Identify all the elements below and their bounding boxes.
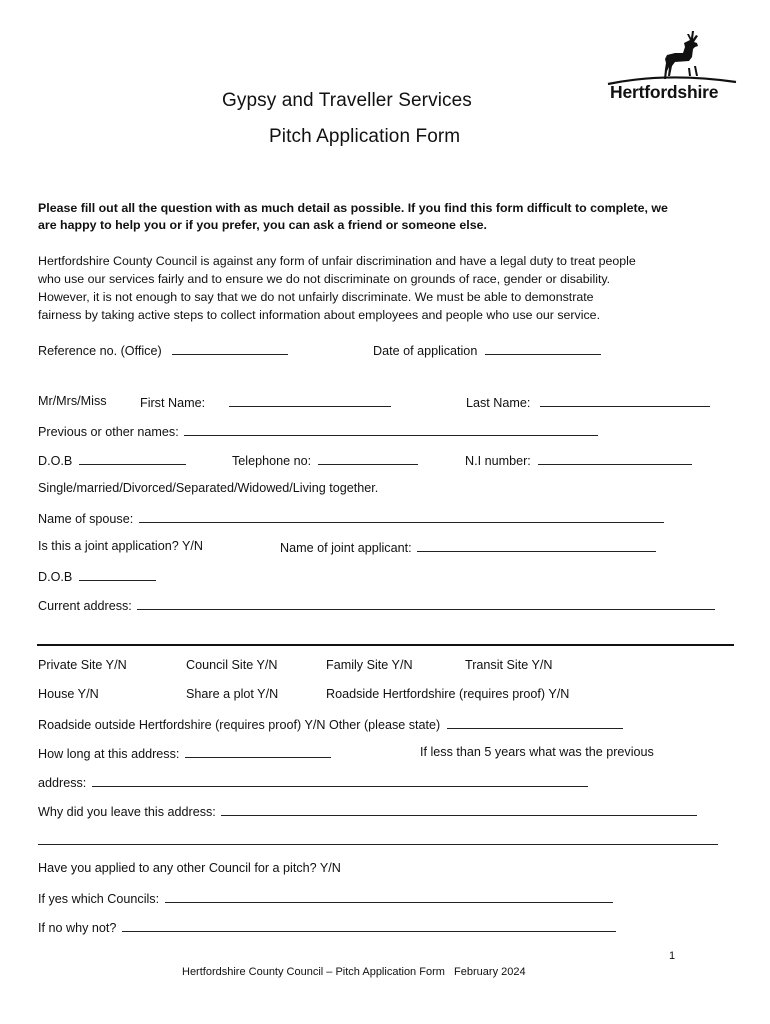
why-not-label: If no why not? [38,921,117,935]
joint-applicant-label: Name of joint applicant: [280,541,412,555]
previous-names-field [38,423,598,439]
dob2-field [38,568,156,584]
why-leave-continuation [38,832,718,848]
reference-label: Reference no. (Office) [38,344,162,358]
hertfordshire-logo [606,28,738,108]
logo-text: Hertfordshire [610,82,719,102]
previous-address-label: address: [38,776,87,790]
date-of-application-label: Date of application [373,344,478,358]
dob-input[interactable] [79,452,186,465]
dob-field [38,452,186,468]
roadside-outside-field [38,716,623,732]
joint-applicant-field [280,539,656,555]
intro-policy [38,252,738,324]
ni-number-field [465,452,692,468]
intro-instructions [38,200,738,234]
stag-icon [606,28,738,88]
dob2-input[interactable] [79,568,156,581]
previous-names-label: Previous or other names: [38,425,179,439]
private-site-option[interactable]: Private Site Y/N [38,658,127,672]
council-site-option[interactable]: Council Site Y/N [186,658,278,672]
previous-address-field [38,774,588,790]
why-leave-field [38,803,697,819]
intro-bold-line: Please fill out all the question with as much detail as possible. If you find this form difficult to complete, we [38,201,668,215]
section-divider [37,644,734,646]
transit-site-option[interactable]: Transit Site Y/N [465,658,553,672]
how-long-input[interactable] [185,745,331,758]
reference-field [38,342,288,358]
first-name-label: First Name: [140,396,206,410]
why-not-field [38,919,616,935]
intro-line: who use our services fairly and to ensure we do not discriminate on grounds of race, gender or disability. [38,272,611,286]
less-than-5-label: If less than 5 years what was the previous [420,745,654,759]
date-of-application-input[interactable] [485,342,601,355]
current-address-field [38,597,715,613]
first-name-input[interactable] [229,394,391,407]
page-subtitle: Pitch Application Form [269,126,461,147]
spouse-name-label: Name of spouse: [38,512,134,526]
joint-applicant-input[interactable] [417,539,656,552]
applied-other-question[interactable]: Have you applied to any other Council for a pitch? Y/N [38,861,341,875]
how-long-field [38,745,331,761]
dob-label: D.O.B [38,454,73,468]
share-plot-option[interactable]: Share a plot Y/N [186,687,279,701]
page-number: 1 [669,950,676,962]
why-leave-label: Why did you leave this address: [38,805,216,819]
intro-line: Hertfordshire County Council is against any form of unfair discrimination and have a legal duty to treat people [38,254,636,268]
marital-status-options[interactable]: Single/married/Divorced/Separated/Widowed/Living together. [38,481,379,495]
current-address-input[interactable] [137,597,715,610]
reference-input[interactable] [172,342,288,355]
title-options[interactable]: Mr/Mrs/Miss [38,394,107,408]
why-leave-input[interactable] [221,803,697,816]
page-title: Gypsy and Traveller Services [222,90,472,111]
why-not-input[interactable] [122,919,616,932]
which-councils-label: If yes which Councils: [38,892,160,906]
previous-names-input[interactable] [184,423,598,436]
last-name-input[interactable] [540,394,710,407]
intro-line: However, it is not enough to say that we do not unfairly discriminate. We must be able to demonstrate [38,290,594,304]
telephone-input[interactable] [318,452,418,465]
which-councils-field [38,890,613,906]
current-address-label: Current address: [38,599,132,613]
ni-number-input[interactable] [538,452,692,465]
telephone-label: Telephone no: [232,454,312,468]
ni-number-label: N.I number: [465,454,531,468]
intro-bold-line: are happy to help you or if you prefer, you can ask a friend or someone else. [38,218,487,232]
spouse-name-field [38,510,664,526]
family-site-option[interactable]: Family Site Y/N [326,658,413,672]
joint-application-question[interactable]: Is this a joint application? Y/N [38,539,203,553]
last-name-field [466,394,710,410]
dob2-label: D.O.B [38,570,73,584]
last-name-label: Last Name: [466,396,531,410]
spouse-name-input[interactable] [139,510,664,523]
house-option[interactable]: House Y/N [38,687,99,701]
previous-address-input[interactable] [92,774,588,787]
how-long-label: How long at this address: [38,747,180,761]
intro-line: fairness by taking active steps to collect information about employees and people who use our service. [38,308,601,322]
footer-text: Hertfordshire County Council – Pitch Application Form February 2024 [182,966,526,978]
roadside-outside-label[interactable]: Roadside outside Hertfordshire (requires proof) Y/N Other (please state) [38,718,441,732]
roadside-herts-option[interactable]: Roadside Hertfordshire (requires proof) Y/N [326,687,570,701]
why-leave-input-line2[interactable] [38,832,718,845]
telephone-field [232,452,418,468]
which-councils-input[interactable] [165,890,613,903]
date-of-application-field [373,342,601,358]
first-name-field [140,394,391,410]
other-state-input[interactable] [447,716,623,729]
